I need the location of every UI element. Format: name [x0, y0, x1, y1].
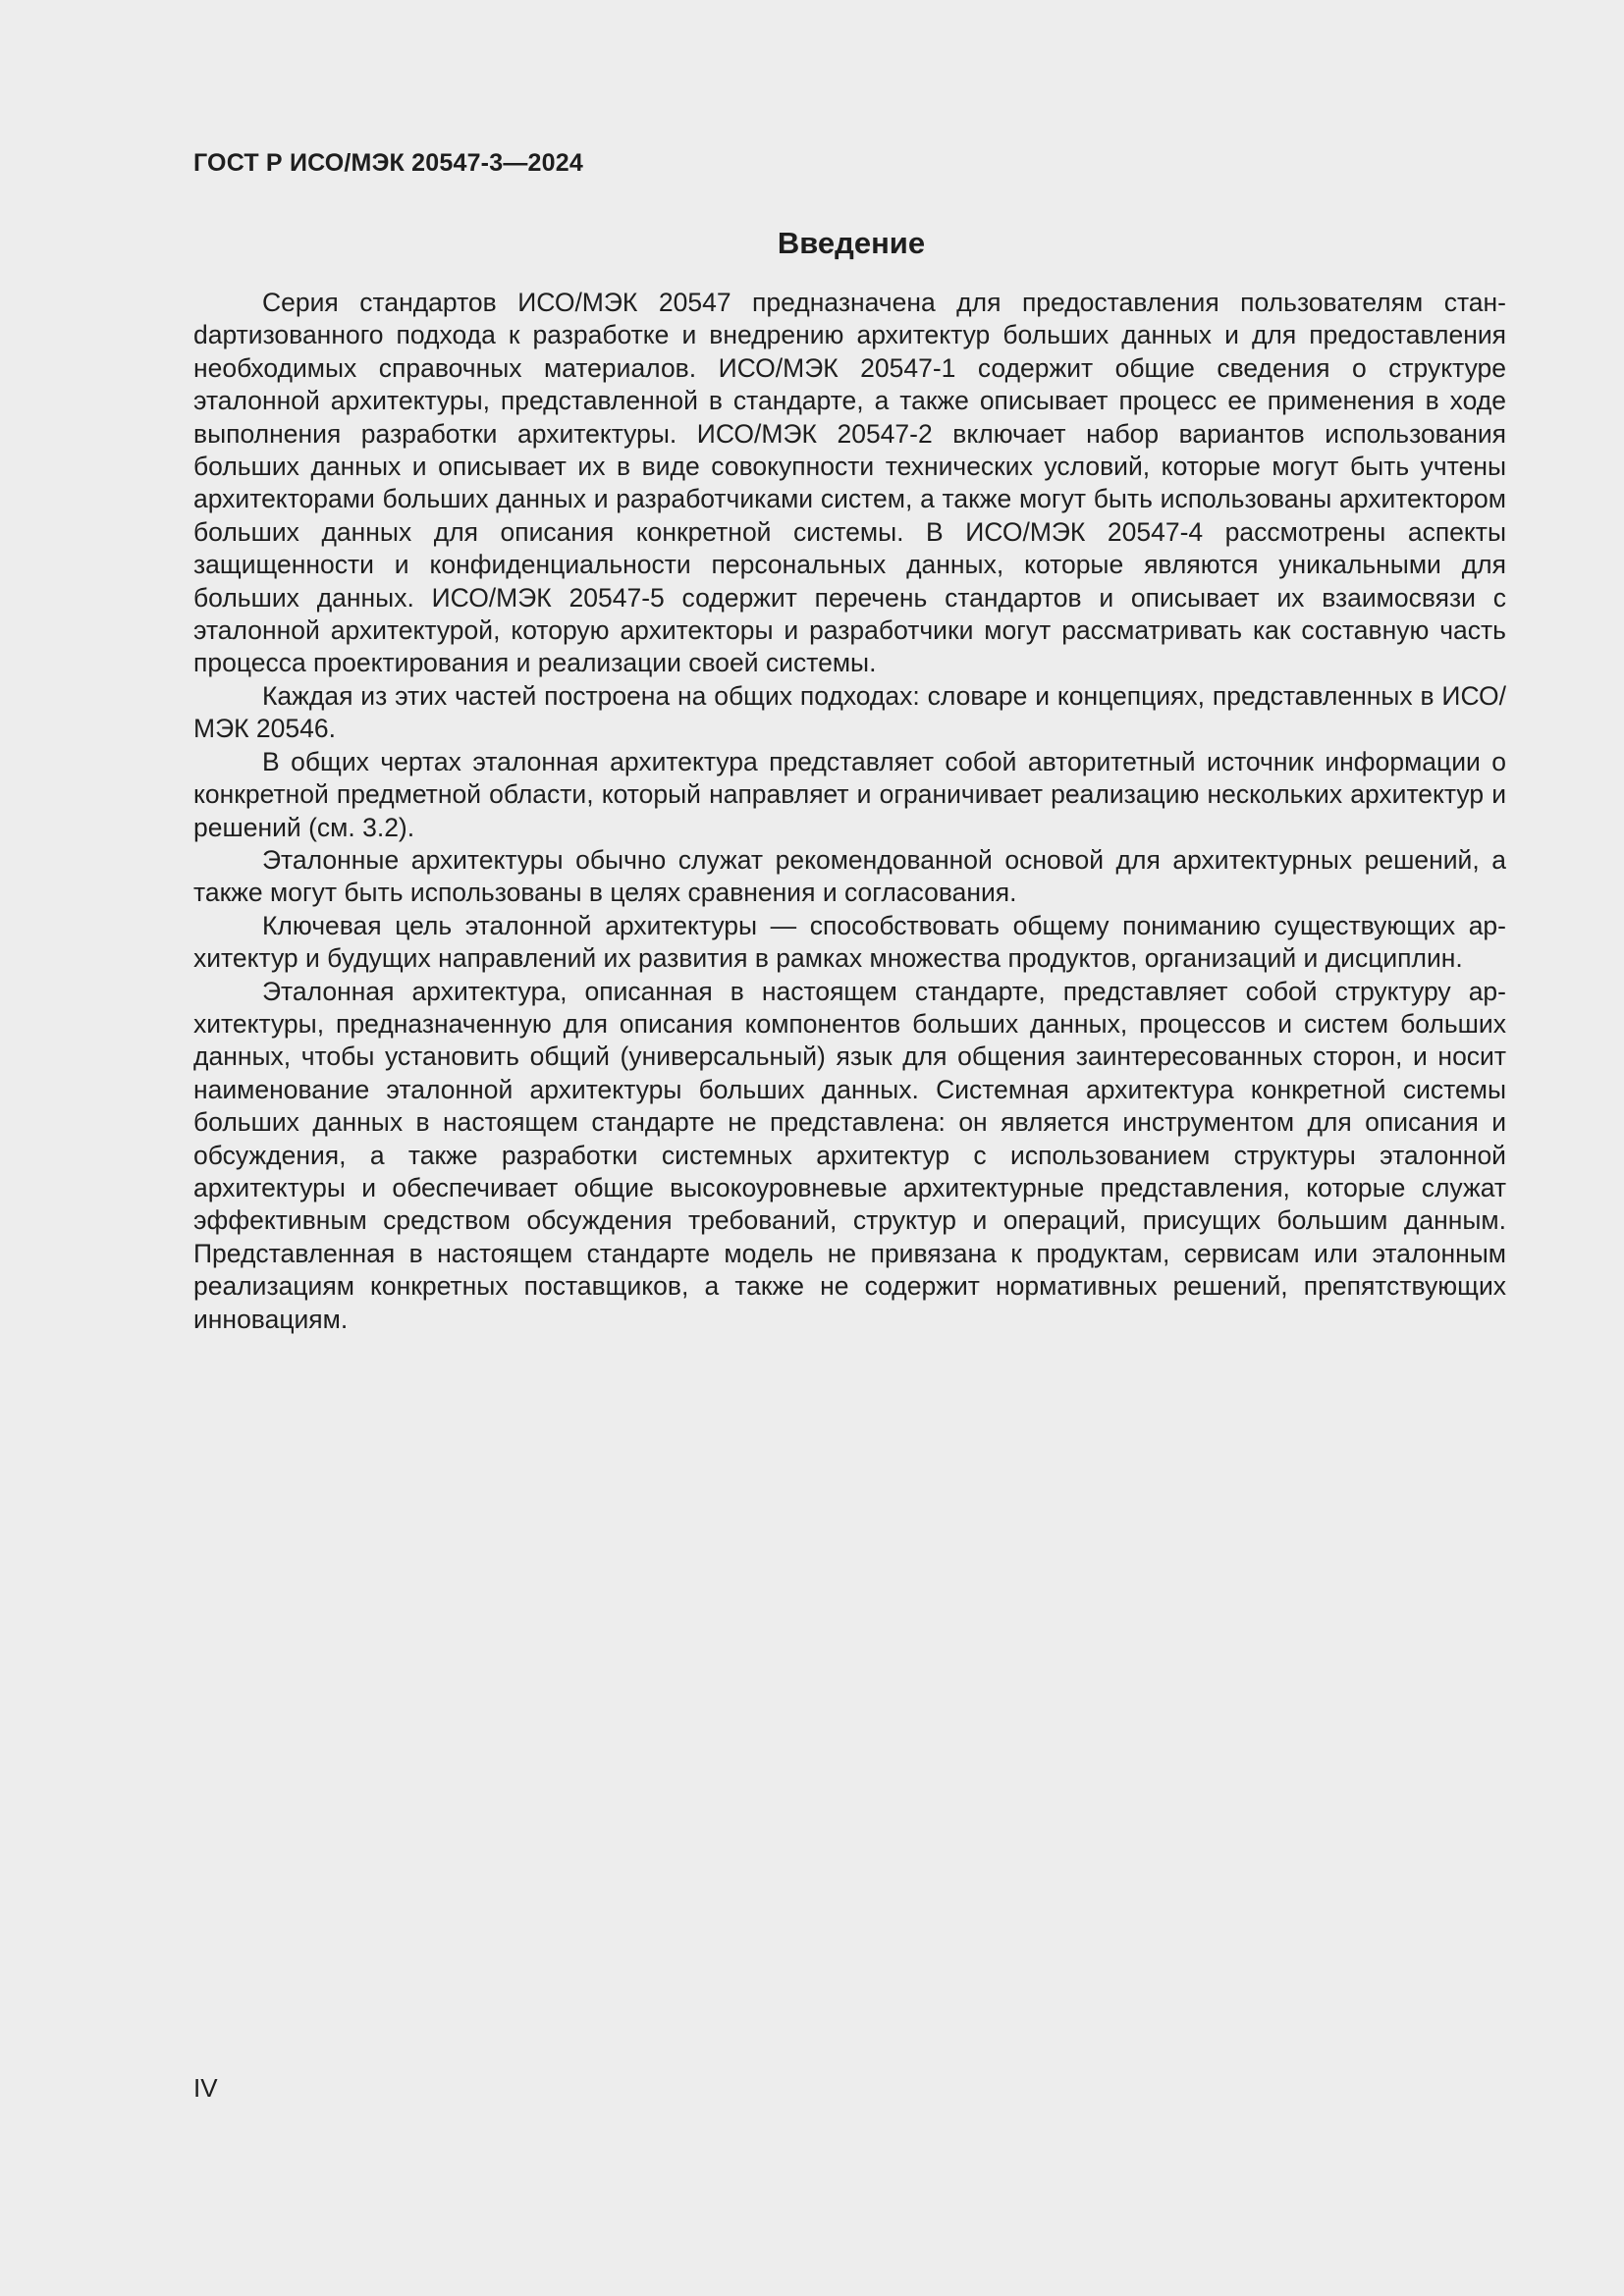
paragraph: Ключевая цель эталонной архитектуры — способствовать общему пониманию существующих архитектур и будущих направлений их развития в рамках множества продуктов, организаций и дисциплин. [193, 910, 1506, 974]
paragraph: Каждая из этих частей построена на общих подходах: словаре и концепциях, представленных в ИСО/МЭК 20546. [193, 680, 1506, 744]
paragraph: В общих чертах эталонная архитектура представляет собой авторитетный источник информации о конкретной предметной области, который направляет и ограничивает реализацию нескольких архитектур и решений (см. 3.2). [193, 746, 1506, 842]
paragraph: Эталонные архитектуры обычно служат рекомендованной основой для архитектурных решений, а также могут быть использованы в целях сравнения и согласования. [193, 844, 1506, 908]
paragraph: Серия стандартов ИСО/МЭК 20547 предназначена для предоставления пользователям станdартизованного подхода к разработке и внедрению архитектур больших данных и для предоставления необходимых справочных материалов. ИСО/МЭК 20547-1 содержит общие сведения о структуре эталонной архитектуры, представленной в стандарте, а также описывает процесс ее применения в ходе выполнения разработки архитектуры. ИСО/МЭК 20547-2 включает набор вариантов использования больших данных и описывает их в виде совокупности технических условий, которые могут быть учтены архитекторами больших данных и разработчиками систем, а также могут быть использованы архитектором больших данных для описания конкретной системы. В ИСО/МЭК 20547-4 рассмотрены аспекты защищенности и конфиденциальности персональных данных, которые являются уникальными для больших данных. ИСО/МЭК 20547-5 содержит перечень стандартов и описывает их взаимосвязи с эталонной архитектурой, которую архитекторы и разработчики могут рассматривать как составную часть процесса проектирования и реализации своей системы. [193, 288, 1506, 678]
section-title: Введение [777, 226, 926, 260]
body-text [193, 287, 1506, 1336]
page-number: IV [193, 2073, 218, 2103]
paragraph: Эталонная архитектура, описанная в настоящем стандарте, представляет собой структуру архитектуры, предназначенную для описания компонентов больших данных, процессов и систем больших данных, чтобы установить общий (универсальный) язык для общения заинтересованных сторон, и носит наименование эталонной архитектуры больших данных. Системная архитектура конкретной системы больших данных в настоящем стандарте не представлена: он является инструментом для описания и обсуждения, а также разработки системных архитектур с использованием структуры эталонной архитектуры и обеспечивает общие высокоуровневые архитектурные представления, которые служат эффективным средством обсуждения требований, структур и операций, присущих большим данным. Представленная в настоящем стандарте модель не привязана к продуктам, сервисам или эталонным реализациям конкретных поставщиков, а также не содержит нормативных решений, препятствующих инновациям. [193, 976, 1506, 1334]
document-header: ГОСТ Р ИСО/МЭК 20547-3—2024 [193, 149, 583, 177]
